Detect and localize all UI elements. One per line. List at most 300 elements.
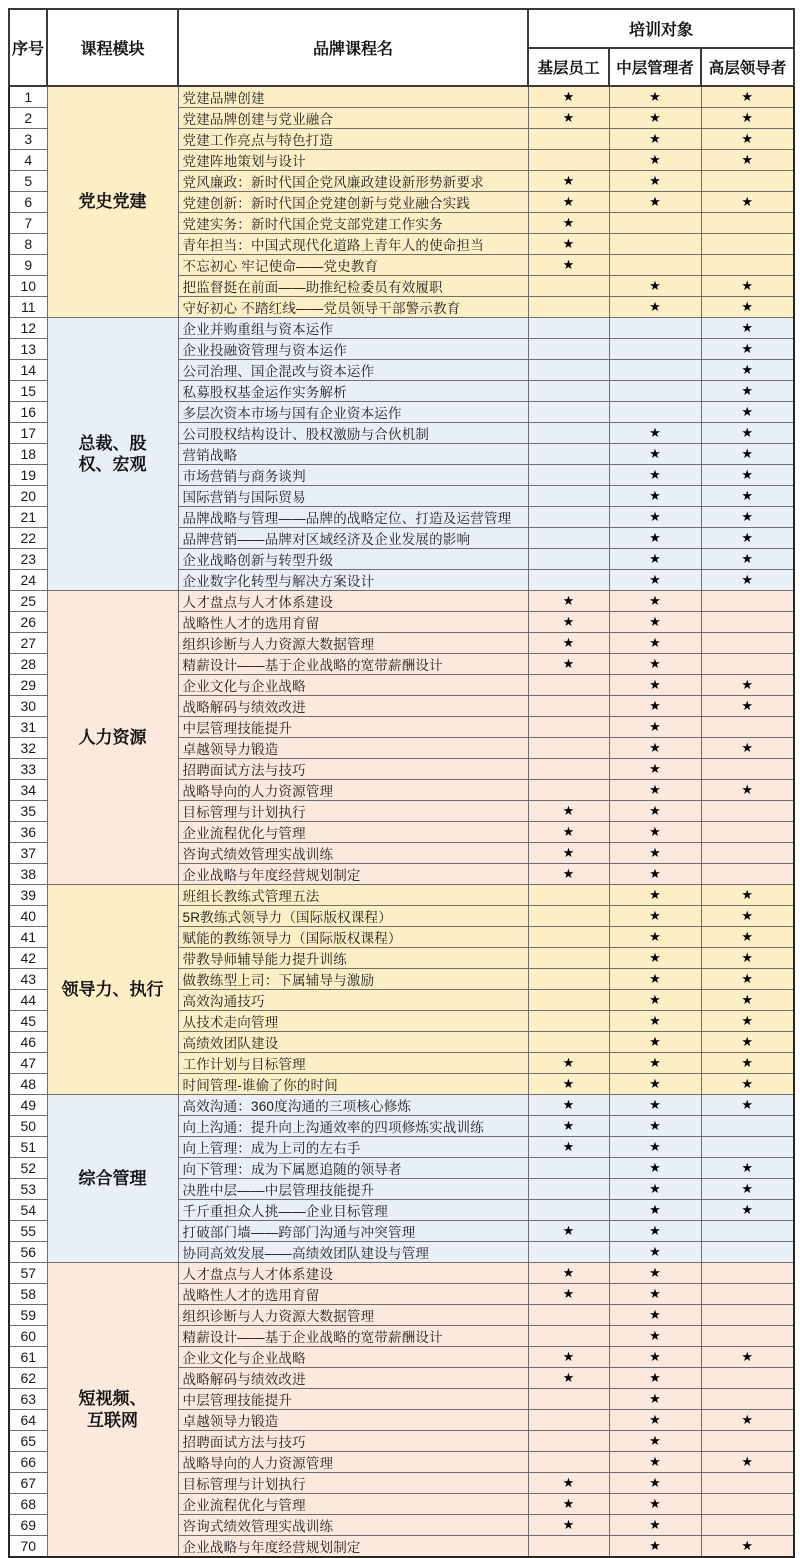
- course-table-body: [9, 86, 794, 1557]
- row-serial-number: 39: [9, 885, 47, 906]
- star-icon: ★: [741, 467, 754, 482]
- star-cell-basic-staff: [528, 1263, 609, 1284]
- star-icon: ★: [649, 656, 661, 671]
- star-icon: ★: [741, 152, 754, 167]
- star-cell-middle-managers: [609, 1032, 701, 1053]
- course-name-cell: 企业战略与年度经营规划制定: [178, 864, 528, 885]
- star-cell-middle-managers: [609, 192, 701, 213]
- row-serial-number: 3: [9, 129, 47, 150]
- star-icon: ★: [649, 1160, 661, 1175]
- header-audience-middle-managers: 中层管理者: [609, 48, 701, 86]
- row-serial-number: 29: [9, 675, 47, 696]
- star-cell-middle-managers: [609, 1536, 701, 1558]
- course-name-cell: 党建创新：新时代国企党建创新与党业融合实践: [178, 192, 528, 213]
- star-cell-basic-staff: [528, 675, 609, 696]
- course-name-cell: 私募股权基金运作实务解析: [178, 381, 528, 402]
- star-icon: ★: [741, 1034, 754, 1049]
- star-cell-senior-leaders: [701, 465, 794, 486]
- star-icon: ★: [741, 341, 754, 356]
- course-name-cell: 时间管理-谁偷了你的时间: [178, 1074, 528, 1095]
- star-icon: ★: [741, 530, 754, 545]
- star-cell-basic-staff: [528, 1011, 609, 1032]
- row-serial-number: 33: [9, 759, 47, 780]
- star-icon: ★: [649, 1244, 661, 1259]
- star-cell-senior-leaders: [701, 507, 794, 528]
- course-name-cell: 党风廉政：新时代国企党风廉政建设新形势新要求: [178, 171, 528, 192]
- star-cell-senior-leaders: [701, 1431, 794, 1452]
- course-name-cell: 咨询式绩效管理实战训练: [178, 1515, 528, 1536]
- star-cell-middle-managers: [609, 969, 701, 990]
- course-name-cell: 从技术走向管理: [178, 1011, 528, 1032]
- star-icon: ★: [649, 1097, 661, 1112]
- course-name-cell: 向上沟通：提升向上沟通效率的四项修炼实战训练: [178, 1116, 528, 1137]
- row-serial-number: 22: [9, 528, 47, 549]
- row-serial-number: 12: [9, 318, 47, 339]
- star-icon: ★: [649, 1349, 661, 1364]
- star-cell-basic-staff: [528, 1515, 609, 1536]
- row-serial-number: 43: [9, 969, 47, 990]
- table-row: [9, 1263, 794, 1284]
- star-cell-middle-managers: [609, 591, 701, 612]
- star-icon: ★: [649, 971, 661, 986]
- course-name-cell: 国际营销与国际贸易: [178, 486, 528, 507]
- star-icon: ★: [649, 803, 661, 818]
- row-serial-number: 6: [9, 192, 47, 213]
- star-cell-middle-managers: [609, 171, 701, 192]
- row-serial-number: 60: [9, 1326, 47, 1347]
- row-serial-number: 49: [9, 1095, 47, 1116]
- star-cell-middle-managers: [609, 381, 701, 402]
- star-cell-basic-staff: [528, 1116, 609, 1137]
- course-name-cell: 高效沟通技巧: [178, 990, 528, 1011]
- star-cell-middle-managers: [609, 486, 701, 507]
- star-cell-basic-staff: [528, 822, 609, 843]
- star-cell-middle-managers: [609, 213, 701, 234]
- course-name-cell: 战略解码与绩效改进: [178, 1368, 528, 1389]
- star-cell-basic-staff: [528, 276, 609, 297]
- star-cell-basic-staff: [528, 570, 609, 591]
- star-cell-senior-leaders: [701, 1347, 794, 1368]
- course-name-cell: 营销战略: [178, 444, 528, 465]
- star-cell-middle-managers: [609, 507, 701, 528]
- star-cell-middle-managers: [609, 780, 701, 801]
- star-cell-middle-managers: [609, 1095, 701, 1116]
- course-name-cell: 决胜中层——中层管理技能提升: [178, 1179, 528, 1200]
- row-serial-number: 28: [9, 654, 47, 675]
- star-icon: ★: [741, 992, 754, 1007]
- star-icon: ★: [562, 593, 575, 608]
- course-name-cell: 咨询式绩效管理实战训练: [178, 843, 528, 864]
- star-icon: ★: [649, 1265, 661, 1280]
- star-cell-basic-staff: [528, 339, 609, 360]
- star-icon: ★: [649, 1496, 661, 1511]
- course-name-cell: 不忘初心 牢记使命——党史教育: [178, 255, 528, 276]
- row-serial-number: 47: [9, 1053, 47, 1074]
- course-name-cell: 战略导向的人力资源管理: [178, 780, 528, 801]
- star-cell-middle-managers: [609, 570, 701, 591]
- course-name-cell: 目标管理与计划执行: [178, 1473, 528, 1494]
- course-name-cell: 卓越领导力锻造: [178, 1410, 528, 1431]
- star-icon: ★: [741, 698, 754, 713]
- row-serial-number: 61: [9, 1347, 47, 1368]
- star-icon: ★: [562, 1118, 575, 1133]
- star-icon: ★: [562, 1076, 575, 1091]
- star-icon: ★: [562, 236, 575, 251]
- star-cell-senior-leaders: [701, 339, 794, 360]
- star-cell-senior-leaders: [701, 1116, 794, 1137]
- course-name-cell: 招聘面试方法与技巧: [178, 759, 528, 780]
- row-serial-number: 46: [9, 1032, 47, 1053]
- star-cell-basic-staff: [528, 633, 609, 654]
- star-cell-senior-leaders: [701, 1158, 794, 1179]
- star-icon: ★: [562, 866, 575, 881]
- star-icon: ★: [741, 1349, 754, 1364]
- star-icon: ★: [562, 1055, 575, 1070]
- star-cell-senior-leaders: [701, 1263, 794, 1284]
- star-cell-basic-staff: [528, 255, 609, 276]
- row-serial-number: 24: [9, 570, 47, 591]
- star-cell-senior-leaders: [701, 171, 794, 192]
- star-cell-middle-managers: [609, 1494, 701, 1515]
- star-cell-basic-staff: [528, 654, 609, 675]
- course-name-cell: 市场营销与商务谈判: [178, 465, 528, 486]
- course-name-cell: 打破部门墙——跨部门沟通与冲突管理: [178, 1221, 528, 1242]
- star-icon: ★: [741, 299, 754, 314]
- star-icon: ★: [741, 572, 754, 587]
- star-icon: ★: [562, 89, 575, 104]
- star-cell-basic-staff: [528, 1536, 609, 1558]
- star-icon: ★: [649, 845, 661, 860]
- table-row: [9, 591, 794, 612]
- star-icon: ★: [562, 1097, 575, 1112]
- star-icon: ★: [741, 131, 754, 146]
- star-cell-senior-leaders: [701, 486, 794, 507]
- star-cell-middle-managers: [609, 1200, 701, 1221]
- star-icon: ★: [562, 1517, 575, 1532]
- star-cell-senior-leaders: [701, 86, 794, 108]
- course-name-cell: 高绩效团队建设: [178, 1032, 528, 1053]
- star-cell-middle-managers: [609, 1410, 701, 1431]
- star-cell-middle-managers: [609, 1284, 701, 1305]
- star-icon: ★: [562, 215, 575, 230]
- row-serial-number: 45: [9, 1011, 47, 1032]
- star-icon: ★: [741, 1076, 754, 1091]
- star-icon: ★: [741, 908, 754, 923]
- star-cell-basic-staff: [528, 192, 609, 213]
- star-cell-senior-leaders: [701, 213, 794, 234]
- row-serial-number: 9: [9, 255, 47, 276]
- row-serial-number: 23: [9, 549, 47, 570]
- star-cell-senior-leaders: [701, 885, 794, 906]
- star-cell-basic-staff: [528, 360, 609, 381]
- course-name-cell: 企业文化与企业战略: [178, 1347, 528, 1368]
- star-cell-basic-staff: [528, 423, 609, 444]
- star-cell-basic-staff: [528, 444, 609, 465]
- star-icon: ★: [741, 509, 754, 524]
- star-icon: ★: [741, 1454, 754, 1469]
- star-cell-senior-leaders: [701, 1221, 794, 1242]
- star-cell-basic-staff: [528, 1032, 609, 1053]
- star-cell-middle-managers: [609, 675, 701, 696]
- star-cell-middle-managers: [609, 1368, 701, 1389]
- course-name-cell: 战略解码与绩效改进: [178, 696, 528, 717]
- star-icon: ★: [649, 1391, 661, 1406]
- star-cell-middle-managers: [609, 549, 701, 570]
- star-icon: ★: [649, 299, 661, 314]
- star-cell-middle-managers: [609, 108, 701, 129]
- star-cell-senior-leaders: [701, 969, 794, 990]
- row-serial-number: 66: [9, 1452, 47, 1473]
- row-serial-number: 14: [9, 360, 47, 381]
- star-icon: ★: [741, 362, 754, 377]
- star-icon: ★: [741, 677, 754, 692]
- row-serial-number: 65: [9, 1431, 47, 1452]
- star-cell-senior-leaders: [701, 717, 794, 738]
- star-icon: ★: [562, 1286, 575, 1301]
- star-cell-middle-managers: [609, 1431, 701, 1452]
- row-serial-number: 17: [9, 423, 47, 444]
- course-name-cell: 公司治理、国企混改与资本运作: [178, 360, 528, 381]
- star-icon: ★: [562, 1349, 575, 1364]
- row-serial-number: 44: [9, 990, 47, 1011]
- course-name-cell: 品牌战略与管理——品牌的战略定位、打造及运营管理: [178, 507, 528, 528]
- star-cell-middle-managers: [609, 234, 701, 255]
- star-cell-middle-managers: [609, 717, 701, 738]
- row-serial-number: 34: [9, 780, 47, 801]
- star-cell-basic-staff: [528, 948, 609, 969]
- header-serial-number: 序号: [9, 9, 47, 86]
- star-icon: ★: [649, 1370, 661, 1385]
- star-icon: ★: [741, 1412, 754, 1427]
- star-cell-senior-leaders: [701, 381, 794, 402]
- star-cell-middle-managers: [609, 150, 701, 171]
- star-icon: ★: [649, 1454, 661, 1469]
- star-icon: ★: [741, 929, 754, 944]
- module-name-cell: 综合管理: [47, 1095, 178, 1263]
- row-serial-number: 63: [9, 1389, 47, 1410]
- course-name-cell: 青年担当：中国式现代化道路上青年人的使命担当: [178, 234, 528, 255]
- star-cell-senior-leaders: [701, 759, 794, 780]
- star-cell-senior-leaders: [701, 129, 794, 150]
- star-cell-basic-staff: [528, 129, 609, 150]
- star-icon: ★: [741, 1538, 754, 1553]
- table-row: [9, 1095, 794, 1116]
- course-name-cell: 企业战略与年度经营规划制定: [178, 1536, 528, 1558]
- star-icon: ★: [649, 425, 661, 440]
- star-cell-middle-managers: [609, 360, 701, 381]
- star-cell-basic-staff: [528, 108, 609, 129]
- row-serial-number: 13: [9, 339, 47, 360]
- star-cell-middle-managers: [609, 885, 701, 906]
- course-name-cell: 企业流程优化与管理: [178, 1494, 528, 1515]
- star-icon: ★: [649, 152, 661, 167]
- course-name-cell: 人才盘点与人才体系建设: [178, 1263, 528, 1284]
- star-cell-middle-managers: [609, 759, 701, 780]
- star-icon: ★: [649, 1034, 661, 1049]
- row-serial-number: 58: [9, 1284, 47, 1305]
- star-icon: ★: [562, 1139, 575, 1154]
- star-cell-basic-staff: [528, 717, 609, 738]
- star-cell-senior-leaders: [701, 990, 794, 1011]
- star-icon: ★: [741, 1055, 754, 1070]
- module-name-cell: 领导力、执行: [47, 885, 178, 1095]
- course-name-cell: 多层次资本市场与国有企业资本运作: [178, 402, 528, 423]
- star-cell-senior-leaders: [701, 360, 794, 381]
- star-cell-middle-managers: [609, 402, 701, 423]
- course-name-cell: 战略性人才的选用育留: [178, 612, 528, 633]
- course-name-cell: 千斤重担众人挑——企业目标管理: [178, 1200, 528, 1221]
- star-cell-middle-managers: [609, 654, 701, 675]
- star-cell-basic-staff: [528, 1179, 609, 1200]
- star-cell-basic-staff: [528, 990, 609, 1011]
- star-icon: ★: [649, 509, 661, 524]
- star-cell-senior-leaders: [701, 1179, 794, 1200]
- course-name-cell: 招聘面试方法与技巧: [178, 1431, 528, 1452]
- star-cell-senior-leaders: [701, 192, 794, 213]
- star-cell-senior-leaders: [701, 654, 794, 675]
- row-serial-number: 42: [9, 948, 47, 969]
- course-name-cell: 高效沟通：360度沟通的三项核心修炼: [178, 1095, 528, 1116]
- star-icon: ★: [562, 1475, 575, 1490]
- star-icon: ★: [562, 1223, 575, 1238]
- star-icon: ★: [741, 320, 754, 335]
- star-icon: ★: [649, 1433, 661, 1448]
- star-icon: ★: [741, 194, 754, 209]
- header-course-module: 课程模块: [47, 9, 178, 86]
- star-icon: ★: [649, 593, 661, 608]
- course-name-cell: 赋能的教练领导力（国际版权课程）: [178, 927, 528, 948]
- star-cell-senior-leaders: [701, 780, 794, 801]
- star-cell-middle-managers: [609, 276, 701, 297]
- star-cell-senior-leaders: [701, 1032, 794, 1053]
- star-cell-middle-managers: [609, 864, 701, 885]
- star-cell-senior-leaders: [701, 1389, 794, 1410]
- star-cell-senior-leaders: [701, 948, 794, 969]
- module-name-cell: 人力资源: [47, 591, 178, 885]
- module-name-cell: 短视频、互联网: [47, 1263, 178, 1558]
- row-serial-number: 38: [9, 864, 47, 885]
- row-serial-number: 70: [9, 1536, 47, 1558]
- star-cell-middle-managers: [609, 927, 701, 948]
- star-cell-basic-staff: [528, 1200, 609, 1221]
- star-icon: ★: [741, 782, 754, 797]
- star-icon: ★: [562, 173, 575, 188]
- star-cell-basic-staff: [528, 1284, 609, 1305]
- star-icon: ★: [649, 110, 661, 125]
- star-icon: ★: [649, 1076, 661, 1091]
- star-icon: ★: [649, 530, 661, 545]
- star-cell-basic-staff: [528, 591, 609, 612]
- row-serial-number: 68: [9, 1494, 47, 1515]
- course-name-cell: 把监督挺在前面——助推纪检委员有效履职: [178, 276, 528, 297]
- star-cell-middle-managers: [609, 465, 701, 486]
- star-cell-middle-managers: [609, 1473, 701, 1494]
- star-cell-basic-staff: [528, 297, 609, 318]
- star-cell-senior-leaders: [701, 1494, 794, 1515]
- star-icon: ★: [649, 278, 661, 293]
- star-cell-basic-staff: [528, 1431, 609, 1452]
- table-row: [9, 86, 794, 108]
- course-name-cell: 公司股权结构设计、股权激励与合伙机制: [178, 423, 528, 444]
- star-icon: ★: [562, 110, 575, 125]
- row-serial-number: 11: [9, 297, 47, 318]
- course-name-cell: 党建阵地策划与设计: [178, 150, 528, 171]
- star-icon: ★: [649, 719, 661, 734]
- star-cell-middle-managers: [609, 1179, 701, 1200]
- star-cell-middle-managers: [609, 86, 701, 108]
- star-icon: ★: [741, 551, 754, 566]
- star-icon: ★: [649, 866, 661, 881]
- row-serial-number: 55: [9, 1221, 47, 1242]
- star-cell-senior-leaders: [701, 402, 794, 423]
- star-cell-middle-managers: [609, 738, 701, 759]
- star-cell-middle-managers: [609, 1221, 701, 1242]
- course-name-cell: 党建品牌创建与党业融合: [178, 108, 528, 129]
- star-cell-basic-staff: [528, 549, 609, 570]
- star-cell-basic-staff: [528, 1368, 609, 1389]
- star-icon: ★: [649, 761, 661, 776]
- star-icon: ★: [741, 278, 754, 293]
- star-cell-basic-staff: [528, 507, 609, 528]
- star-icon: ★: [562, 614, 575, 629]
- course-name-cell: 5R教练式领导力（国际版权课程）: [178, 906, 528, 927]
- star-cell-senior-leaders: [701, 864, 794, 885]
- star-cell-basic-staff: [528, 759, 609, 780]
- header-course-name: 品牌课程名: [178, 9, 528, 86]
- star-cell-senior-leaders: [701, 1410, 794, 1431]
- row-serial-number: 2: [9, 108, 47, 129]
- star-icon: ★: [649, 89, 661, 104]
- course-name-cell: 守好初心 不踏红线——党员领导干部警示教育: [178, 297, 528, 318]
- star-icon: ★: [649, 1055, 661, 1070]
- course-name-cell: 党建实务：新时代国企党支部党建工作实务: [178, 213, 528, 234]
- row-serial-number: 26: [9, 612, 47, 633]
- row-serial-number: 18: [9, 444, 47, 465]
- row-serial-number: 36: [9, 822, 47, 843]
- star-cell-basic-staff: [528, 738, 609, 759]
- star-cell-basic-staff: [528, 234, 609, 255]
- star-cell-senior-leaders: [701, 297, 794, 318]
- star-icon: ★: [649, 194, 661, 209]
- star-icon: ★: [741, 383, 754, 398]
- star-cell-senior-leaders: [701, 234, 794, 255]
- star-cell-middle-managers: [609, 1116, 701, 1137]
- row-serial-number: 64: [9, 1410, 47, 1431]
- star-cell-basic-staff: [528, 381, 609, 402]
- course-name-cell: 做教练型上司：下属辅导与激励: [178, 969, 528, 990]
- star-cell-senior-leaders: [701, 633, 794, 654]
- star-icon: ★: [649, 1139, 661, 1154]
- star-cell-senior-leaders: [701, 591, 794, 612]
- star-cell-senior-leaders: [701, 1137, 794, 1158]
- star-cell-senior-leaders: [701, 1053, 794, 1074]
- star-cell-middle-managers: [609, 906, 701, 927]
- course-name-cell: 向下管理：成为下属愿追随的领导者: [178, 1158, 528, 1179]
- course-name-cell: 班组长教练式管理五法: [178, 885, 528, 906]
- star-cell-senior-leaders: [701, 738, 794, 759]
- star-cell-basic-staff: [528, 1095, 609, 1116]
- star-cell-senior-leaders: [701, 612, 794, 633]
- star-icon: ★: [649, 572, 661, 587]
- star-icon: ★: [649, 1223, 661, 1238]
- star-cell-basic-staff: [528, 864, 609, 885]
- star-cell-middle-managers: [609, 822, 701, 843]
- star-cell-senior-leaders: [701, 444, 794, 465]
- star-cell-basic-staff: [528, 1305, 609, 1326]
- star-cell-basic-staff: [528, 1347, 609, 1368]
- star-icon: ★: [649, 677, 661, 692]
- star-icon: ★: [649, 1328, 661, 1343]
